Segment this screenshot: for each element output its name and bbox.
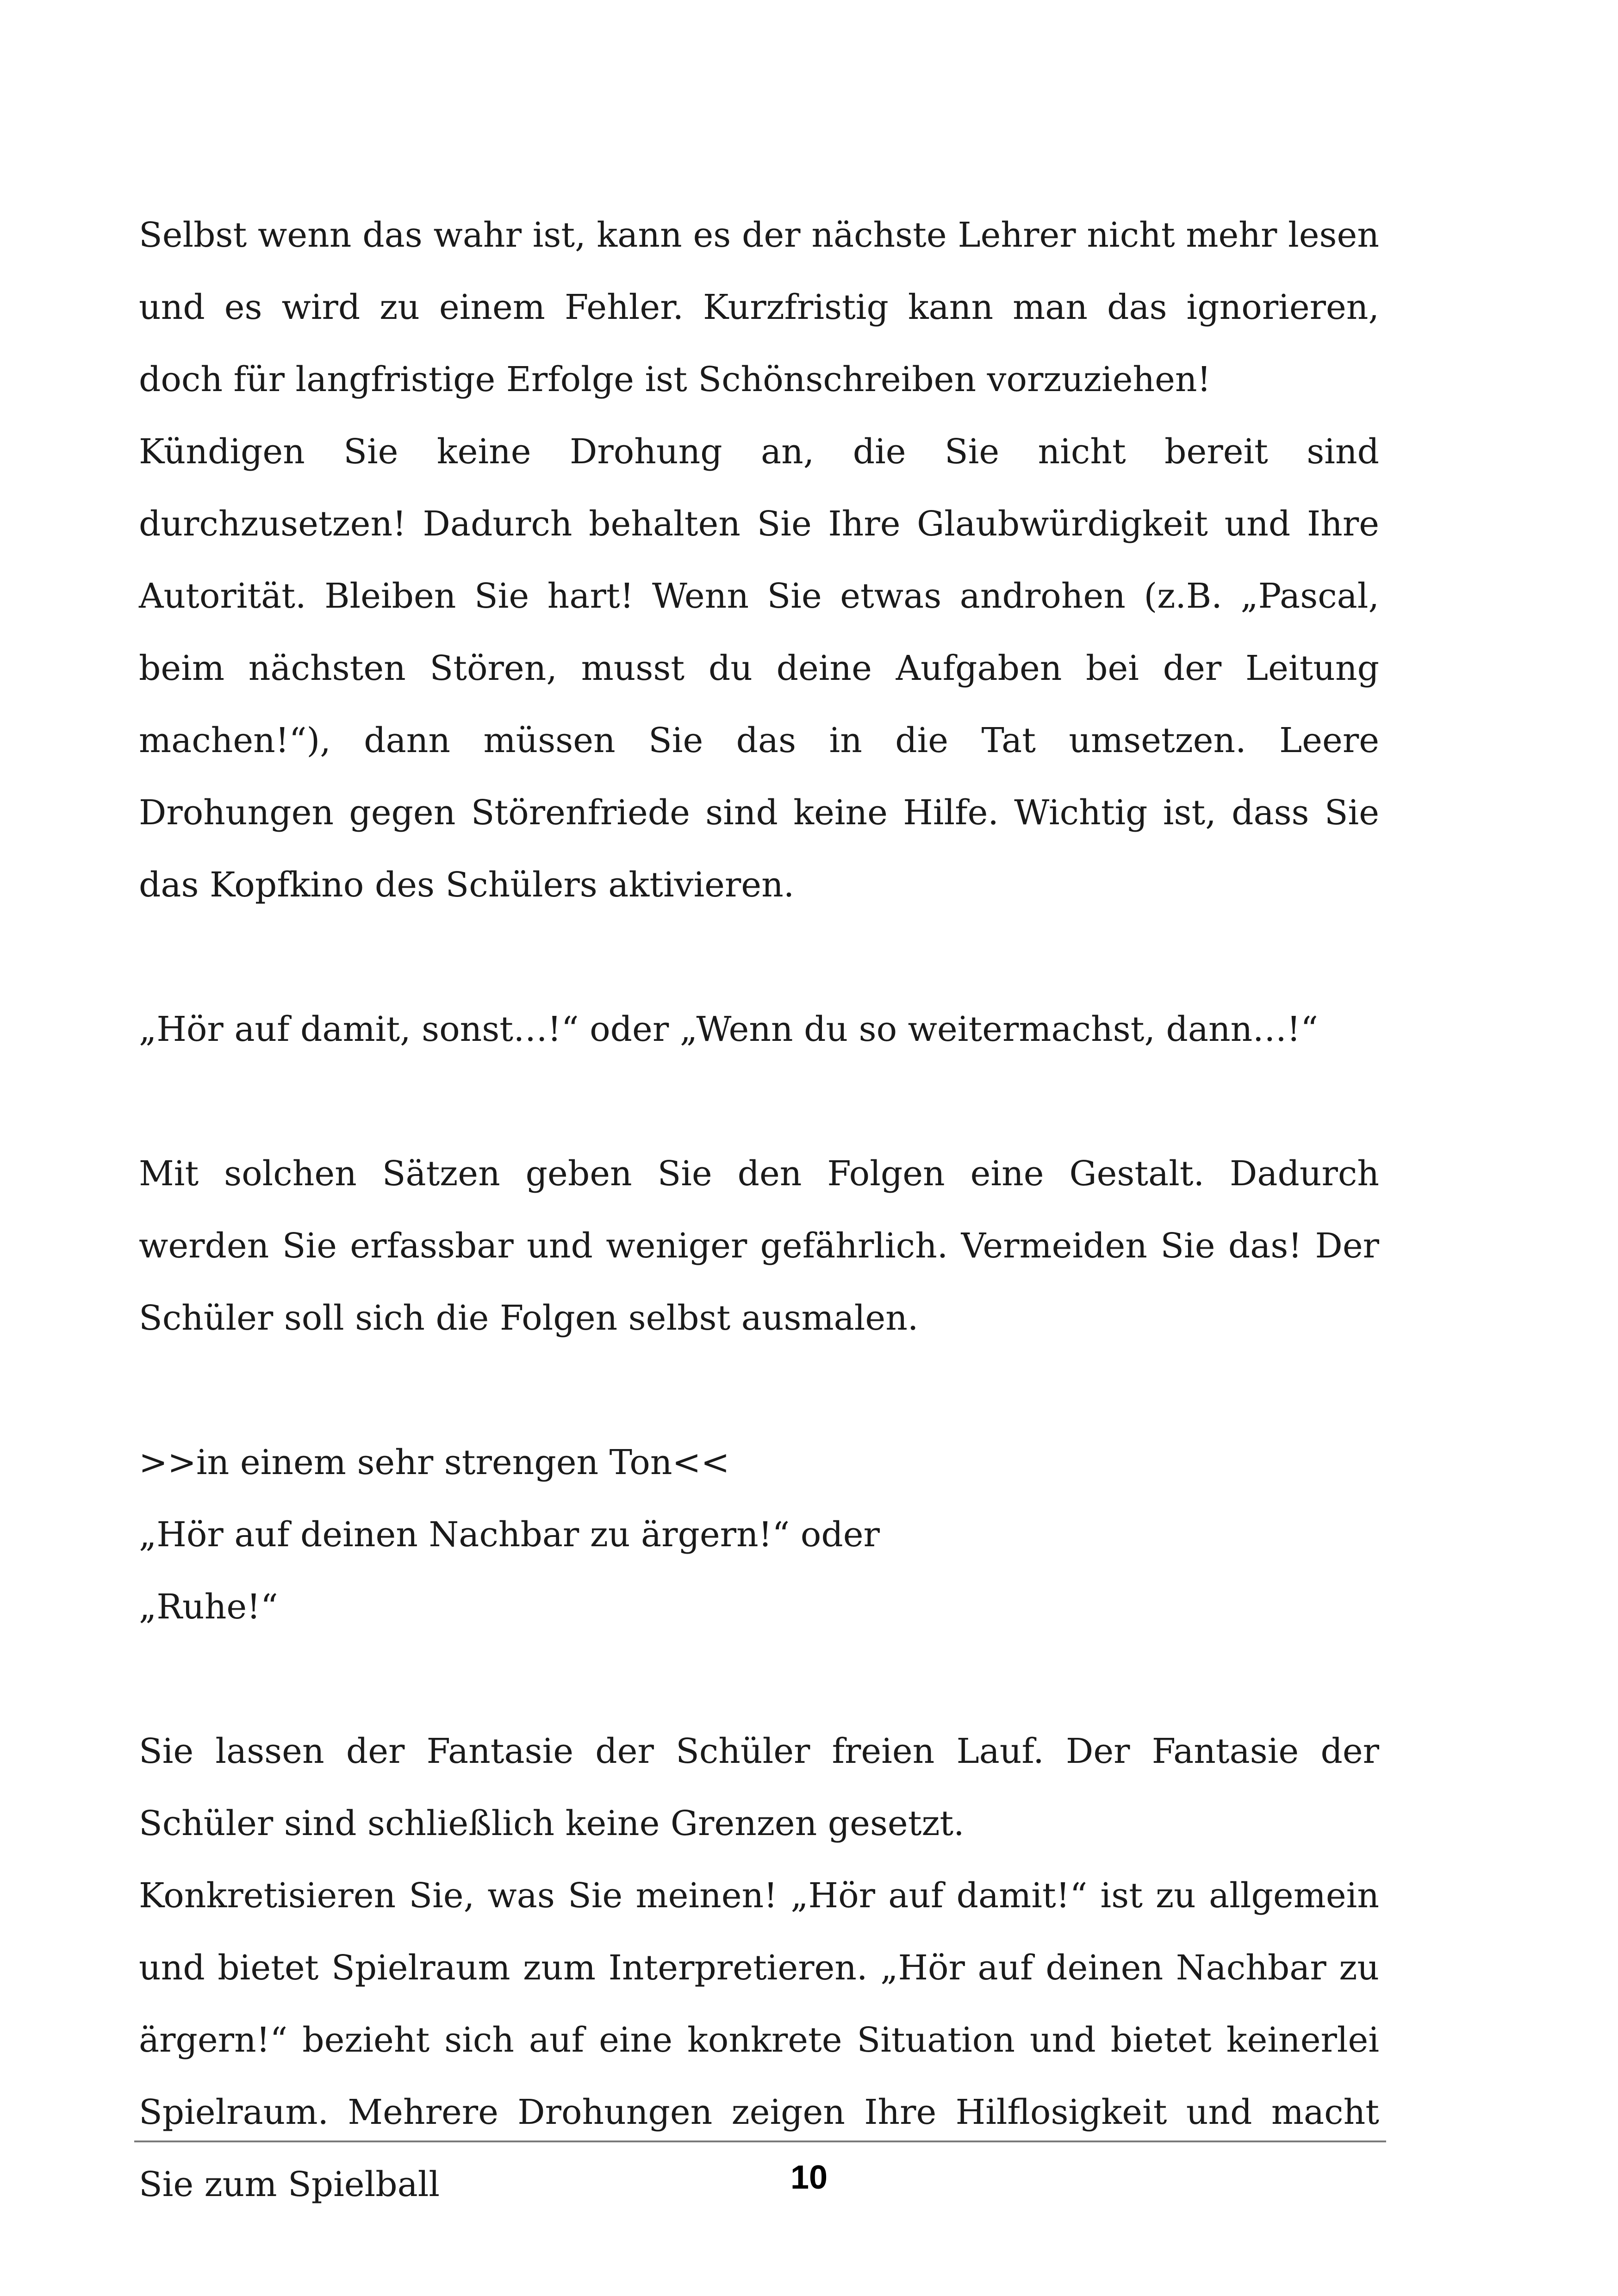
quote-example-vague: „Hör auf damit, sonst…!“ oder „Wenn du so weitermachst, dann…!“ <box>139 1009 1318 1049</box>
paragraph-handwriting: Selbst wenn das wahr ist, kann es der nächste Lehrer nicht mehr lesen und es wird zu einem Fehler. Kurzfristig kann man das ignorieren, doch für langfristige Erfolge ist Schönschreiben vorzuziehen! <box>139 215 1379 399</box>
paragraph-spacer <box>139 1643 1379 1715</box>
paragraph-spacer <box>139 1354 1379 1426</box>
paragraph-concretize: Konkretisieren Sie, was Sie meinen! „Hör auf damit!“ ist zu allgemein und bietet Spielraum zum Interpretieren. „Hör auf deinen Nachbar zu ärgern!“ bezieht sich auf eine konkrete Situation und bietet keinerlei Spielraum. Mehrere Drohungen zeigen Ihre Hilflosigkeit und macht Sie zum Spielball <box>139 1876 1379 2204</box>
paragraph-spacer <box>139 1065 1379 1138</box>
quote-example-strict: „Hör auf deinen Nachbar zu ärgern!“ oder <box>139 1515 880 1555</box>
paragraph-consequences: Mit solchen Sätzen geben Sie den Folgen eine Gestalt. Dadurch werden Sie erfassbar und weniger gefährlich. Vermeiden Sie das! Der Schüler soll sich die Folgen selbst ausmalen. <box>139 1154 1379 1338</box>
stage-direction: >>in einem sehr strengen Ton<< <box>139 1443 730 1482</box>
paragraph-threats: Kündigen Sie keine Drohung an, die Sie nicht bereit sind durchzusetzen! Dadurch behalten Sie Ihre Glaubwürdigkeit und Ihre Autorität. Bleiben Sie hart! Wenn Sie etwas androhen (z.B. „Pascal, beim nächsten Stören, musst du deine Aufgaben bei der Leitung machen!“), dann müssen Sie das in die Tat umsetzen. Leere Drohungen gegen Störenfriede sind keine Hilfe. Wichtig ist, dass Sie das Kopfkino des Schülers aktivieren. <box>139 432 1379 905</box>
page-number: 10 <box>790 2159 828 2196</box>
paragraph-spacer <box>139 921 1379 993</box>
page-body <box>139 199 1379 2221</box>
quote-example-quiet: „Ruhe!“ <box>139 1587 278 1627</box>
paragraph-fantasy: Sie lassen der Fantasie der Schüler freien Lauf. Der Fantasie der Schüler sind schließlich keine Grenzen gesetzt. <box>139 1731 1379 1843</box>
footer-divider <box>134 2140 1386 2142</box>
